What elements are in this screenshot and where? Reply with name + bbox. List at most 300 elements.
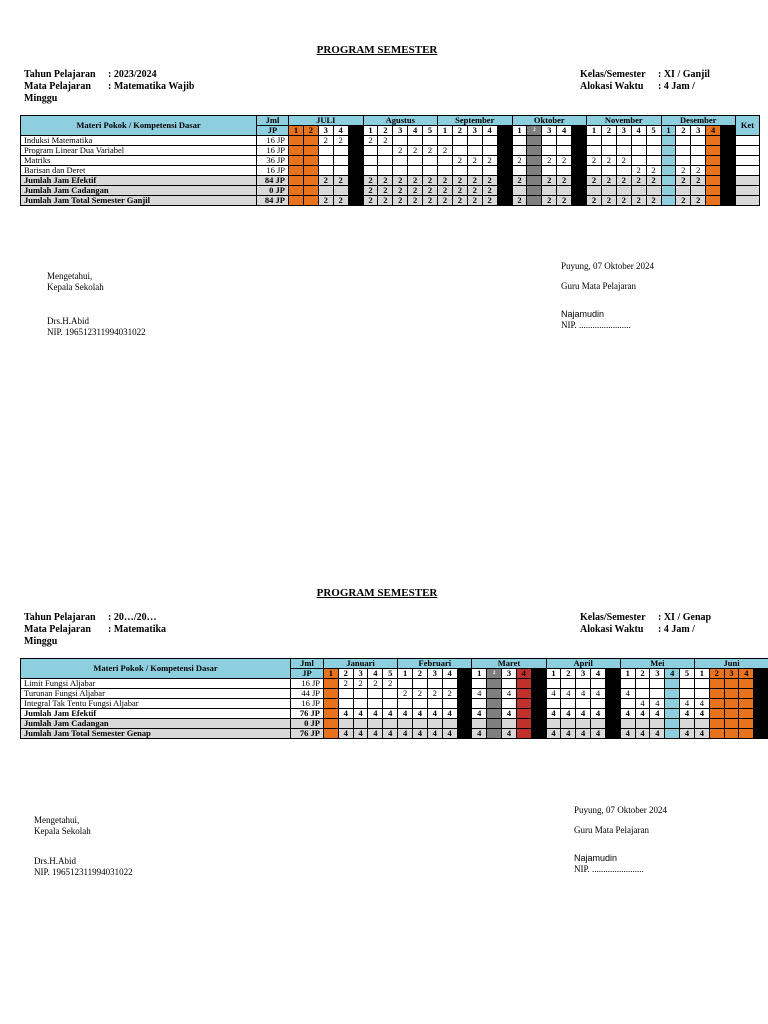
week-cell: [601, 136, 616, 146]
week-header: 2: [601, 126, 616, 136]
week-cell: [724, 709, 739, 719]
row-jp: 0 JP: [291, 719, 324, 729]
week-cell: [442, 679, 457, 689]
week-header: [457, 669, 472, 679]
week-header: 1: [620, 669, 635, 679]
week-cell: [512, 186, 527, 196]
week-cell: 2: [482, 196, 497, 206]
week-header: 3: [542, 126, 557, 136]
week-cell: [516, 729, 531, 739]
week-cell: 2: [368, 679, 383, 689]
week-header: 3: [616, 126, 631, 136]
week-cell: [706, 176, 721, 186]
week-cell: 2: [393, 186, 408, 196]
week-cell: [620, 699, 635, 709]
week-cell: [646, 186, 661, 196]
week-cell: [587, 136, 602, 146]
week-cell: 4: [472, 729, 487, 739]
week-cell: 2: [438, 146, 453, 156]
week-cell: [676, 146, 691, 156]
week-cell: 4: [635, 729, 650, 739]
row-label: Jumlah Jam Total Semester Ganjil: [21, 196, 257, 206]
week-cell: 2: [646, 196, 661, 206]
week-cell: 2: [587, 176, 602, 186]
week-cell: [691, 186, 706, 196]
week-cell: [665, 729, 680, 739]
week-cell: [423, 156, 438, 166]
week-cell: [472, 679, 487, 689]
week-header: [754, 669, 768, 679]
week-cell: 2: [393, 196, 408, 206]
week-cell: [561, 719, 576, 729]
week-cell: [591, 679, 606, 689]
week-cell: 2: [601, 196, 616, 206]
week-cell: 2: [333, 176, 348, 186]
program-semester-table-ganjil: [20, 115, 760, 206]
week-cell: [423, 166, 438, 176]
week-cell: [318, 156, 333, 166]
week-cell: 2: [333, 136, 348, 146]
week-cell: [303, 146, 318, 156]
week-cell: [289, 176, 304, 186]
week-cell: [601, 146, 616, 156]
week-cell: 2: [408, 196, 423, 206]
tahun-label: Tahun Pelajaran: [24, 612, 96, 623]
week-cell: [427, 679, 442, 689]
week-cell: [438, 156, 453, 166]
week-cell: [318, 146, 333, 156]
week-cell: 4: [546, 689, 561, 699]
week-cell: [516, 719, 531, 729]
week-cell: [620, 719, 635, 729]
week-cell: [676, 136, 691, 146]
week-cell: [631, 146, 646, 156]
week-header: 2: [338, 669, 353, 679]
week-header: 4: [482, 126, 497, 136]
row-label: Induksi Matematika: [21, 136, 257, 146]
week-cell: 4: [561, 729, 576, 739]
week-cell: 2: [398, 689, 413, 699]
week-cell: 2: [452, 156, 467, 166]
ket-cell: [735, 166, 759, 176]
week-cell: 4: [398, 709, 413, 719]
week-header: 4: [631, 126, 646, 136]
week-cell: [572, 186, 587, 196]
week-cell: [646, 146, 661, 156]
row-jp: 16 JP: [257, 166, 289, 176]
week-cell: 2: [378, 176, 393, 186]
week-cell: 2: [631, 196, 646, 206]
week-cell: 2: [482, 176, 497, 186]
month-header: Januari: [324, 659, 398, 669]
week-cell: [706, 156, 721, 166]
week-cell: [587, 166, 602, 176]
tempat-tanggal: Puyung, 07 Oktober 2024: [574, 805, 667, 815]
column-header-materi: Materi Pokok / Kompetensi Dasar: [21, 659, 291, 679]
week-cell: [333, 186, 348, 196]
ket-cell: [735, 186, 759, 196]
week-cell: 2: [467, 156, 482, 166]
week-cell: [706, 186, 721, 196]
week-cell: 2: [333, 196, 348, 206]
week-cell: [542, 166, 557, 176]
week-cell: [497, 186, 512, 196]
week-cell: 4: [546, 709, 561, 719]
week-cell: [324, 679, 339, 689]
month-header: Mei: [620, 659, 694, 669]
week-cell: [631, 136, 646, 146]
week-cell: [616, 146, 631, 156]
week-cell: [680, 689, 695, 699]
month-header: Februari: [398, 659, 472, 669]
week-cell: [363, 166, 378, 176]
week-cell: [289, 146, 304, 156]
week-cell: 2: [452, 186, 467, 196]
week-header: [497, 126, 512, 136]
week-cell: [368, 719, 383, 729]
week-cell: 2: [423, 146, 438, 156]
week-cell: [542, 136, 557, 146]
week-cell: 2: [646, 176, 661, 186]
week-cell: [561, 679, 576, 689]
week-cell: [601, 186, 616, 196]
ket-cell: [735, 176, 759, 186]
week-cell: [531, 729, 546, 739]
week-cell: [467, 166, 482, 176]
week-cell: [694, 719, 709, 729]
week-cell: 4: [353, 709, 368, 719]
week-cell: 4: [561, 689, 576, 699]
week-cell: [324, 689, 339, 699]
row-jp: 0 JP: [257, 186, 289, 196]
week-cell: [706, 166, 721, 176]
week-cell: 4: [413, 709, 428, 719]
week-cell: [709, 719, 724, 729]
week-cell: 2: [587, 156, 602, 166]
week-cell: [650, 689, 665, 699]
week-cell: 2: [691, 166, 706, 176]
week-cell: [557, 166, 572, 176]
week-header: [348, 126, 363, 136]
week-cell: [605, 679, 620, 689]
week-cell: [497, 196, 512, 206]
week-cell: [661, 176, 676, 186]
week-cell: [635, 689, 650, 699]
row-jp: 84 JP: [257, 176, 289, 186]
week-cell: 2: [557, 156, 572, 166]
week-cell: [724, 699, 739, 709]
week-cell: [348, 176, 363, 186]
minggu-label: Minggu: [24, 93, 58, 104]
week-header: 3: [650, 669, 665, 679]
week-cell: [527, 176, 542, 186]
month-header: Oktober: [512, 116, 587, 126]
week-cell: 2: [676, 196, 691, 206]
week-cell: [413, 699, 428, 709]
week-cell: [324, 729, 339, 739]
week-cell: 4: [680, 729, 695, 739]
kepala-nip: NIP. 196512311994031022: [47, 327, 146, 337]
week-cell: 4: [620, 709, 635, 719]
header-right-ganjil: [580, 69, 710, 93]
week-cell: [393, 136, 408, 146]
week-header: 1: [398, 669, 413, 679]
week-cell: [303, 186, 318, 196]
week-cell: [605, 719, 620, 729]
week-cell: [576, 719, 591, 729]
week-header: 1: [587, 126, 602, 136]
week-header: [531, 669, 546, 679]
week-cell: [452, 166, 467, 176]
tahun-value: : 20…/20…: [108, 612, 157, 623]
week-header: 2: [635, 669, 650, 679]
table-row: [21, 679, 768, 689]
week-header: [605, 669, 620, 679]
week-cell: [289, 186, 304, 196]
week-cell: 2: [467, 176, 482, 186]
week-cell: 4: [576, 709, 591, 719]
week-header: 3: [393, 126, 408, 136]
week-cell: [333, 166, 348, 176]
week-cell: [546, 699, 561, 709]
week-cell: [348, 146, 363, 156]
row-jp: 16 JP: [257, 136, 289, 146]
table-row: [21, 689, 768, 699]
week-header: 3: [691, 126, 706, 136]
week-cell: 2: [363, 176, 378, 186]
row-label: Barisan dan Deret: [21, 166, 257, 176]
week-cell: 2: [467, 186, 482, 196]
week-cell: [303, 156, 318, 166]
kepala-nama: Drs.H.Abid: [34, 856, 76, 866]
month-header: April: [546, 659, 620, 669]
week-cell: 4: [368, 709, 383, 719]
week-cell: [605, 709, 620, 719]
week-cell: [348, 156, 363, 166]
week-cell: [706, 196, 721, 206]
week-cell: [303, 166, 318, 176]
week-header: 4: [442, 669, 457, 679]
week-cell: 2: [676, 166, 691, 176]
week-header: 4: [368, 669, 383, 679]
week-cell: 4: [635, 709, 650, 719]
ket-cell: [735, 136, 759, 146]
week-cell: [527, 146, 542, 156]
kepala-sekolah-label: Kepala Sekolah: [34, 826, 91, 836]
week-cell: [706, 146, 721, 156]
week-cell: [457, 719, 472, 729]
week-header: 4: [408, 126, 423, 136]
guru-nip: NIP. .......................: [574, 864, 644, 874]
mapel-label: Mata Pelajaran: [24, 81, 91, 92]
week-cell: 4: [561, 709, 576, 719]
week-header: 2: [413, 669, 428, 679]
week-header: 3: [502, 669, 517, 679]
table-row: [21, 729, 768, 739]
week-cell: 4: [591, 729, 606, 739]
week-cell: [378, 166, 393, 176]
week-header: 4: [706, 126, 721, 136]
week-cell: [527, 156, 542, 166]
table-row: [21, 699, 768, 709]
week-cell: 4: [694, 729, 709, 739]
week-cell: [542, 146, 557, 156]
week-cell: 4: [427, 709, 442, 719]
week-cell: [318, 186, 333, 196]
week-cell: 4: [502, 709, 517, 719]
alokasi-label: Alokasi Waktu: [580, 81, 644, 92]
week-cell: [650, 679, 665, 689]
week-cell: [709, 689, 724, 699]
week-cell: [378, 156, 393, 166]
week-cell: [721, 176, 736, 186]
week-cell: [457, 699, 472, 709]
week-cell: [368, 689, 383, 699]
ket-cell: [735, 146, 759, 156]
week-header: 1: [438, 126, 453, 136]
week-cell: [408, 156, 423, 166]
mapel-value: : Matematika: [108, 624, 167, 635]
week-cell: 4: [694, 699, 709, 709]
week-cell: [497, 136, 512, 146]
week-cell: [338, 719, 353, 729]
week-cell: 4: [680, 699, 695, 709]
week-cell: 2: [427, 689, 442, 699]
week-cell: 4: [427, 729, 442, 739]
alokasi-label: Alokasi Waktu: [580, 624, 644, 635]
week-header: 1: [472, 669, 487, 679]
week-header: 4: [557, 126, 572, 136]
week-header: 2: [378, 126, 393, 136]
week-cell: [512, 166, 527, 176]
week-cell: [572, 156, 587, 166]
week-cell: [497, 146, 512, 156]
week-cell: [393, 166, 408, 176]
week-header: 3: [576, 669, 591, 679]
week-cell: 2: [512, 156, 527, 166]
column-header-materi: Materi Pokok / Kompetensi Dasar: [21, 116, 257, 136]
week-cell: [724, 729, 739, 739]
week-cell: [691, 156, 706, 166]
week-cell: 2: [616, 196, 631, 206]
week-cell: 2: [413, 689, 428, 699]
week-cell: [739, 719, 754, 729]
week-cell: [739, 699, 754, 709]
guru-nip: NIP. .......................: [561, 320, 631, 330]
row-label: Jumlah Jam Cadangan: [21, 719, 291, 729]
week-cell: [512, 146, 527, 156]
week-cell: [542, 186, 557, 196]
week-cell: [721, 156, 736, 166]
table-row: [21, 709, 768, 719]
week-cell: [516, 679, 531, 689]
week-cell: [572, 196, 587, 206]
week-cell: 2: [378, 186, 393, 196]
week-cell: [353, 689, 368, 699]
week-cell: [531, 719, 546, 729]
week-cell: [676, 186, 691, 196]
week-cell: [482, 166, 497, 176]
week-cell: [661, 156, 676, 166]
week-cell: 4: [502, 729, 517, 739]
kepala-nama: Drs.H.Abid: [47, 316, 89, 326]
alokasi-value: : 4 Jam /: [658, 81, 695, 92]
week-header: 1: [661, 126, 676, 136]
week-cell: [620, 679, 635, 689]
week-cell: [527, 136, 542, 146]
week-cell: 2: [318, 176, 333, 186]
guru-nama: Najamudin: [574, 853, 618, 863]
week-cell: 2: [363, 186, 378, 196]
week-cell: 4: [442, 709, 457, 719]
row-label: Limit Fungsi Aljabar: [21, 679, 291, 689]
week-cell: [531, 699, 546, 709]
week-cell: [739, 729, 754, 739]
week-cell: [527, 196, 542, 206]
week-cell: [721, 196, 736, 206]
week-cell: [631, 186, 646, 196]
week-cell: [452, 136, 467, 146]
tahun-label: Tahun Pelajaran: [24, 69, 96, 80]
week-cell: 2: [482, 156, 497, 166]
week-cell: [557, 136, 572, 146]
week-cell: [378, 146, 393, 156]
week-cell: 2: [631, 176, 646, 186]
guru-label: Guru Mata Pelajaran: [561, 281, 636, 291]
row-label: Matriks: [21, 156, 257, 166]
week-header: 5: [680, 669, 695, 679]
week-cell: [754, 729, 768, 739]
column-header-ket: Ket: [735, 116, 759, 136]
week-cell: [363, 146, 378, 156]
week-cell: 4: [383, 709, 398, 719]
week-cell: [572, 176, 587, 186]
week-cell: [724, 719, 739, 729]
week-cell: [721, 186, 736, 196]
week-header: [572, 126, 587, 136]
week-cell: [413, 719, 428, 729]
week-cell: [572, 146, 587, 156]
week-cell: [754, 709, 768, 719]
week-cell: [497, 176, 512, 186]
week-cell: [467, 146, 482, 156]
week-cell: [605, 689, 620, 699]
week-cell: [694, 689, 709, 699]
week-cell: [546, 719, 561, 729]
signature-guru-genap: [574, 805, 667, 875]
week-cell: [576, 679, 591, 689]
week-cell: [739, 689, 754, 699]
week-cell: 2: [438, 186, 453, 196]
week-cell: [383, 699, 398, 709]
week-cell: 2: [631, 166, 646, 176]
week-cell: [516, 709, 531, 719]
header-left-ganjil: [24, 69, 194, 105]
week-cell: [289, 166, 304, 176]
week-cell: 2: [442, 689, 457, 699]
ket-cell: [735, 196, 759, 206]
row-jp: 36 JP: [257, 156, 289, 166]
row-label: Turunan Fungsi Aljabar: [21, 689, 291, 699]
week-cell: [661, 166, 676, 176]
week-cell: [333, 146, 348, 156]
week-cell: [531, 679, 546, 689]
ket-cell: [735, 156, 759, 166]
column-header-jp: JP: [291, 669, 324, 679]
week-cell: [572, 136, 587, 146]
week-cell: [616, 136, 631, 146]
week-cell: 4: [680, 709, 695, 719]
